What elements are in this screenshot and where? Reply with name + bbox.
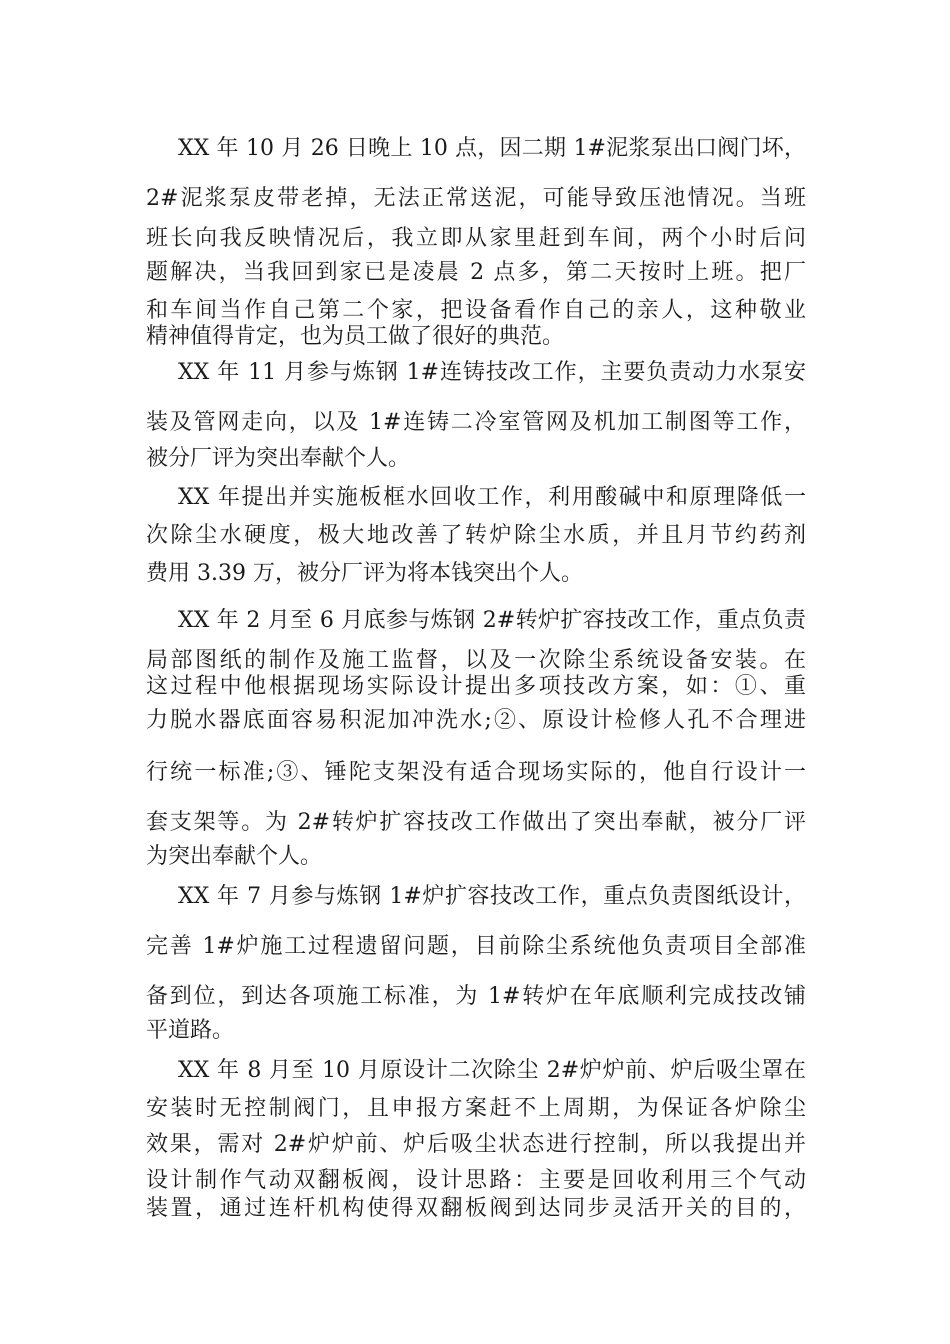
paragraph-6-line-4: 设计制作气动双翻板阀，设计思路：主要是回收利用三个气动	[146, 1168, 806, 1193]
paragraph-4-line-5: 行统一标准;③、锤陀支架没有适合现场实际的，他自行设计一	[146, 760, 806, 785]
paragraph-4-line-1: XX 年 2 月至 6 月底参与炼钢 2#转炉扩容技改工作，重点负责	[178, 608, 806, 633]
paragraph-3-line-3: 费用 3.39 万，被分厂评为将本钱突出个人。	[146, 561, 583, 586]
paragraph-5-line-1: XX 年 7 月参与炼钢 1#炉扩容技改工作，重点负责图纸设计，	[178, 884, 806, 909]
paragraph-1-line-6: 精神值得肯定，也为员工做了很好的典范。	[146, 324, 565, 349]
paragraph-1-line-3: 班长向我反映情况后，我立即从家里赶到车间，两个小时后问	[146, 226, 806, 251]
paragraph-6-line-2: 安装时无控制阀门，且申报方案赶不上周期，为保证各炉除尘	[146, 1096, 806, 1121]
paragraph-2-line-2: 装及管网走向，以及 1#连铸二冷室管网及机加工制图等工作，	[146, 410, 806, 435]
paragraph-1-line-1: XX 年 10 月 26 日晚上 10 点，因二期 1#泥浆泵出口阀门坏，	[178, 136, 806, 161]
paragraph-1-line-5: 和车间当作自己第二个家，把设备看作自己的亲人，这种敬业	[146, 298, 806, 323]
paragraph-4-line-6: 套支架等。为 2#转炉扩容技改工作做出了突出奉献，被分厂评	[146, 810, 806, 835]
paragraph-1-line-2: 2#泥浆泵皮带老掉，无法正常送泥，可能导致压池情况。当班	[146, 186, 806, 211]
paragraph-3-line-1: XX 年提出并实施板框水回收工作，利用酸碱中和原理降低一	[178, 485, 806, 510]
paragraph-4-line-7: 为突出奉献个人。	[146, 844, 323, 869]
paragraph-6-line-5: 装置，通过连杆机构使得双翻板阀到达同步灵活开关的目的，	[146, 1196, 806, 1221]
paragraph-5-line-2: 完善 1#炉施工过程遗留问题，目前除尘系统他负责项目全部准	[146, 934, 806, 959]
paragraph-5-line-3: 备到位，到达各项施工标准，为 1#转炉在年底顺利完成技改铺	[146, 984, 806, 1009]
paragraph-1-line-4: 题解决，当我回到家已是凌晨 2 点多，第二天按时上班。把厂	[146, 260, 806, 285]
paragraph-2-line-1: XX 年 11 月参与炼钢 1#连铸技改工作，主要负责动力水泵安	[178, 360, 806, 385]
paragraph-4-line-2: 局部图纸的制作及施工监督，以及一次除尘系统设备安装。在	[146, 648, 806, 673]
paragraph-3-line-2: 次除尘水硬度，极大地改善了转炉除尘水质，并且月节约药剂	[146, 523, 806, 548]
paragraph-4-line-4: 力脱水器底面容易积泥加冲洗水;②、原设计检修人孔不合理进	[146, 708, 806, 733]
paragraph-6-line-3: 效果，需对 2#炉炉前、炉后吸尘状态进行控制，所以我提出并	[146, 1132, 806, 1157]
paragraph-4-line-3: 这过程中他根据现场实际设计提出多项技改方案，如：①、重	[146, 674, 806, 699]
paragraph-2-line-3: 被分厂评为突出奉献个人。	[146, 446, 411, 471]
paragraph-5-line-4: 平道路。	[146, 1018, 235, 1043]
paragraph-6-line-1: XX 年 8 月至 10 月原设计二次除尘 2#炉炉前、炉后吸尘罩在	[178, 1058, 806, 1083]
